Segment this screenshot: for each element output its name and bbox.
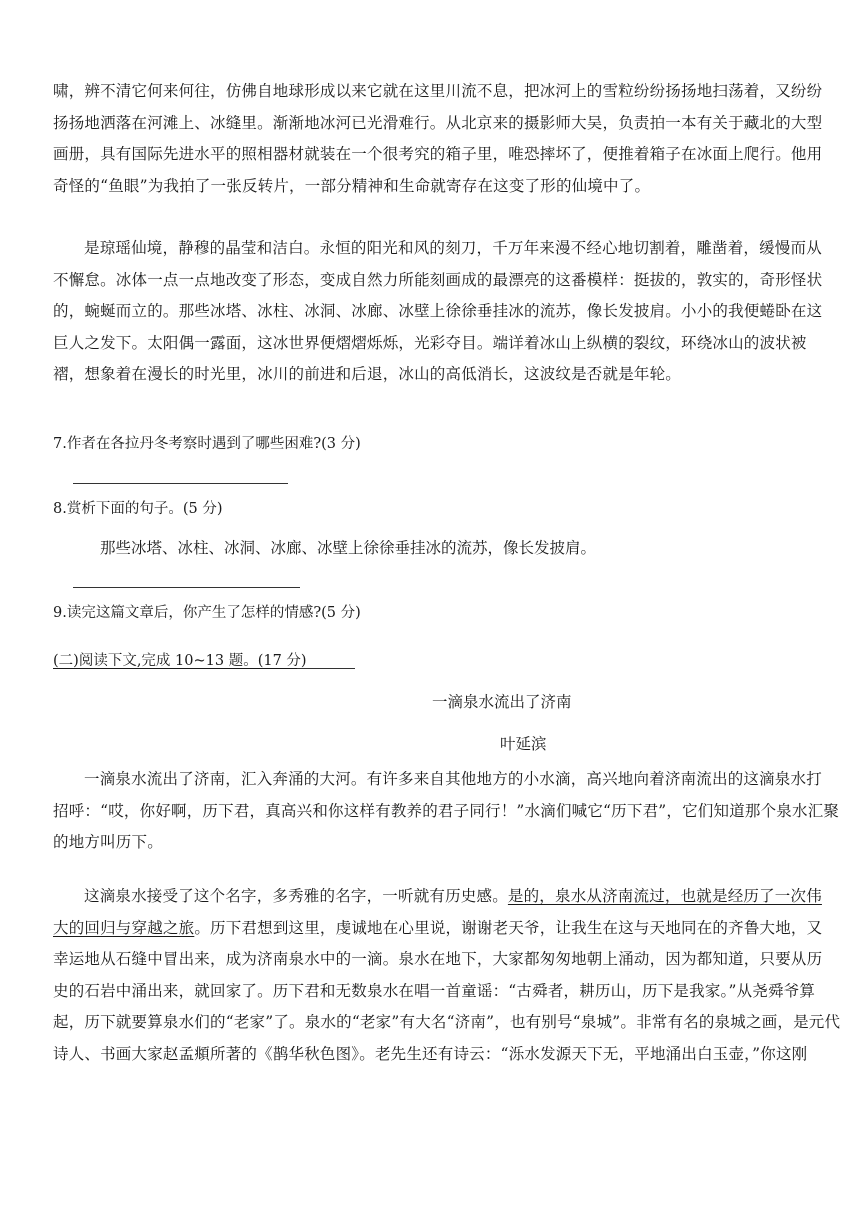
- text-line: 招呼：“哎，你好啊，历下君，真高兴和你这样有教养的君子同行！”水滴们喊它“历下君”，它们知道那个泉水汇聚: [53, 801, 840, 820]
- question-8-quote: 那些冰塔、冰柱、冰洞、冰廊、冰壁上徐徐垂挂冰的流苏，像长发披肩。: [100, 539, 597, 557]
- section-2-heading-text: (二)阅读下文,完成 10~13 题。(17 分): [53, 653, 307, 669]
- text-run: 这滴泉水接受了这个名字，多秀雅的名字，一听就有历史感。: [84, 887, 508, 905]
- underlined-sentence: 大的回归与穿越之旅: [53, 918, 195, 937]
- text-line: 幸运地从石缝中冒出来，成为济南泉水中的一滴。泉水在地下，大家都匆匆地朝上涌动，因为都知道，只要从历: [53, 950, 823, 969]
- text-line: 的地方叫历下。: [53, 833, 163, 852]
- question-7: 7.作者在各拉丹冬考察时遇到了哪些困难?(3 分): [53, 436, 361, 452]
- passage1-paragraph-2: [53, 233, 823, 391]
- section-2-heading-rule: [297, 668, 355, 669]
- passage1-paragraph-1: [53, 76, 823, 202]
- text-line: [53, 913, 823, 945]
- section2-paragraph-2: [53, 881, 841, 1071]
- text-line: 褶，想象着在漫长的时光里，冰川的前进和后退，冰山的高低消长，这波纹是否就是年轮。: [53, 365, 682, 384]
- section-2-heading: [53, 651, 307, 671]
- text-line: 是琼瑶仙境，静穆的晶莹和洁白。永恒的阳光和风的刻刀，千万年来漫不经心地切割着，雕凿着，缓慢而从: [84, 239, 822, 257]
- text-line: 的，蜿蜒而立的。那些冰塔、冰柱、冰洞、冰廊、冰壁上徐徐垂挂冰的流苏，像长发披肩。小小的我便蜷卧在这: [53, 302, 823, 321]
- text-line: 扬扬地洒落在河滩上、冰缝里。渐渐地冰河已光滑难行。从北京来的摄影师大吴，负责拍一本有关于藏北的大型: [53, 113, 823, 132]
- text-line: 诗人、书画大家赵孟頫所著的《鹊华秋色图》。老先生还有诗云：“泺水发源天下无，平地涌出白玉壶，”你这刚: [53, 1044, 808, 1063]
- text-line: [53, 881, 822, 913]
- text-line: 巨人之发下。太阳偶一露面，这冰世界便熠熠烁烁，光彩夺目。端详着冰山上纵横的裂纹，环绕冰山的波状被: [53, 333, 807, 352]
- text-line: 奇怪的“鱼眼”为我拍了一张反转片，一部分精神和生命就寄存在这变了形的仙境中了。: [53, 176, 651, 195]
- answer-line-7[interactable]: [73, 483, 288, 484]
- article-title: 一滴泉水流出了济南: [432, 693, 572, 711]
- text-line: 史的石岩中涌出来，就回家了。历下君和无数泉水在唱一首童谣：“古舜者，耕历山，历下是我家。”从尧舜爷算: [53, 981, 816, 1000]
- underlined-sentence: 是的，泉水从济南流过，也就是经历了一次伟: [507, 887, 822, 905]
- text-line: 一滴泉水流出了济南，汇入奔涌的大河。有许多来自其他地方的小水滴，高兴地向着济南流出的这滴泉水打: [84, 770, 822, 788]
- text-line: 起，历下就要算泉水们的“老家”了。泉水的“老家”有大名“济南”，也有别号“泉城”。非常有名的泉城之画，是元代: [53, 1013, 841, 1032]
- section2-paragraph-1: [53, 764, 840, 859]
- text-run: 。历下君想到这里，虔诚地在心里说，谢谢老天爷，让我生在这与天地同在的齐鲁大地，又: [194, 918, 823, 937]
- article-author: 叶延滨: [500, 735, 547, 753]
- text-line: 不懈怠。冰体一点一点地改变了形态，变成自然力所能刻画成的最漂亮的这番模样：挺拔的，敦实的，奇形怪状: [53, 270, 823, 289]
- text-line: 啸，辨不清它何来何往，仿佛自地球形成以来它就在这里川流不息，把冰河上的雪粒纷纷扬扬地扫荡着，又纷纷: [53, 82, 823, 100]
- text-line: 画册，具有国际先进水平的照相器材就装在一个很考究的箱子里，唯恐摔坏了，便推着箱子在冰面上爬行。他用: [53, 145, 823, 164]
- question-9: 9.读完这篇文章后，你产生了怎样的情感?(5 分): [53, 605, 361, 621]
- answer-line-8[interactable]: [73, 587, 300, 588]
- question-8: 8.赏析下面的句子。(5 分): [53, 501, 223, 517]
